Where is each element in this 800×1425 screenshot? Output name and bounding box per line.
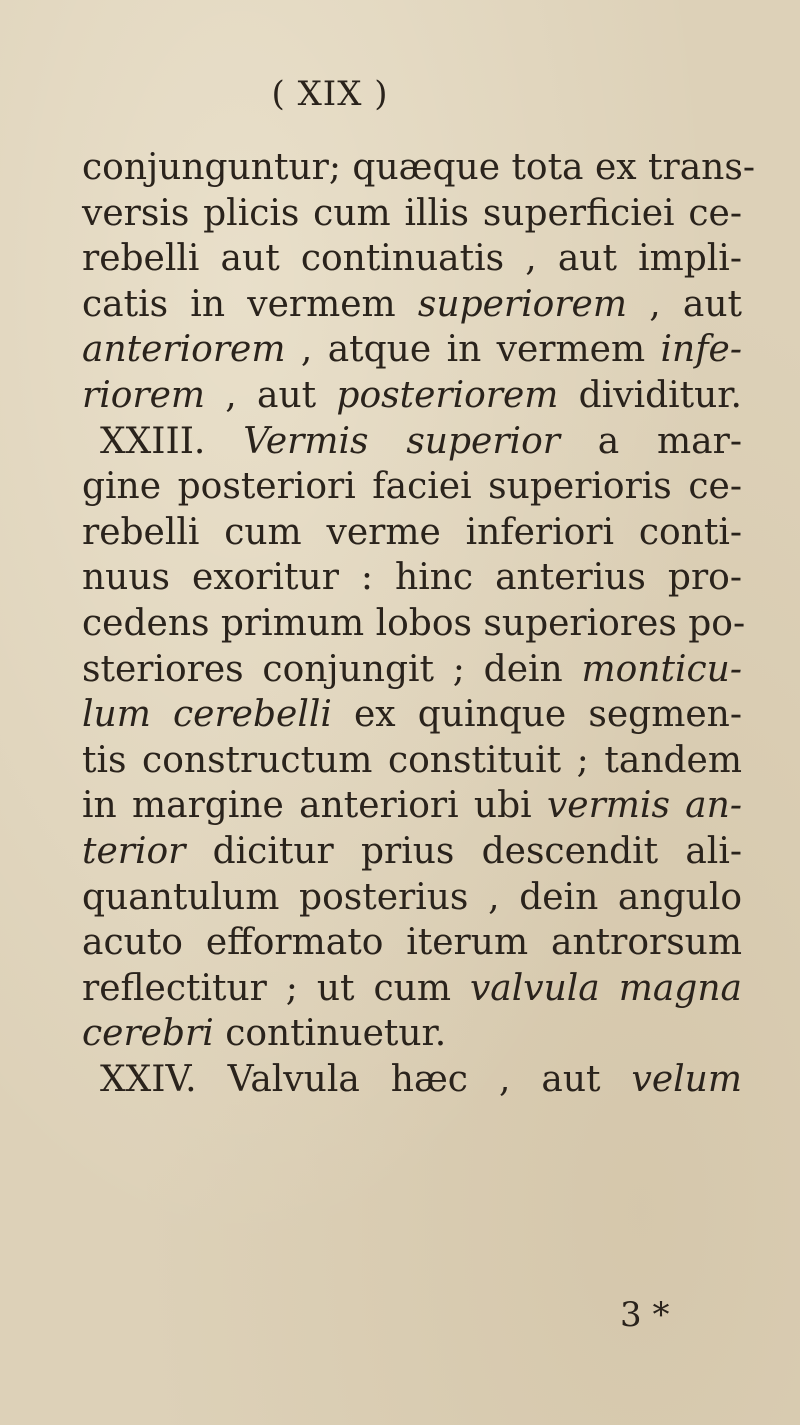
text-line-paragraph-start: XXIV. Valvula hæc , aut velum (100, 1058, 742, 1100)
text-line: riorem , aut posteriorem dividitur. (82, 374, 743, 416)
text-line: conjunguntur; quæque tota ex trans- (82, 147, 755, 188)
text-line: steriores conjungit ; dein monticu- (82, 648, 742, 690)
signature-mark: 3 * (620, 1295, 670, 1335)
text-line: versis plicis cum illis superficiei ce- (82, 192, 742, 234)
text-line: lum cerebelli ex quinque segmen- (82, 694, 742, 736)
text-line: anteriorem , atque in vermem infe- (82, 329, 742, 371)
text-line: catis in vermem superiorem , aut (82, 283, 742, 325)
text-line: cedens primum lobos superiores po- (82, 602, 746, 644)
text-line: cerebri continuetur. (82, 1013, 447, 1055)
text-line: nuus exoritur : hinc anterius pro- (82, 557, 742, 599)
text-line-paragraph-start: XXIII. Vermis superior a mar- (100, 420, 743, 462)
page-body-text (82, 145, 755, 1102)
page-header: ( XIX ) (271, 74, 389, 114)
text-line: rebelli cum verme inferiori conti- (82, 511, 742, 553)
text-line: gine posteriori faciei superioris ce- (82, 466, 742, 508)
text-line: in margine anteriori ubi vermis an- (82, 785, 742, 827)
text-line: rebelli aut continuatis , aut impli- (82, 238, 742, 280)
text-line: acuto efformato iterum antrorsum (82, 922, 742, 964)
text-line: tis constructum constituit ; tandem (82, 739, 742, 781)
text-line: quantulum posterius , dein angulo (82, 876, 742, 918)
text-line: reflectitur ; ut cum valvula magna (82, 967, 743, 1009)
text-line: terior dicitur prius descendit ali- (82, 830, 742, 872)
